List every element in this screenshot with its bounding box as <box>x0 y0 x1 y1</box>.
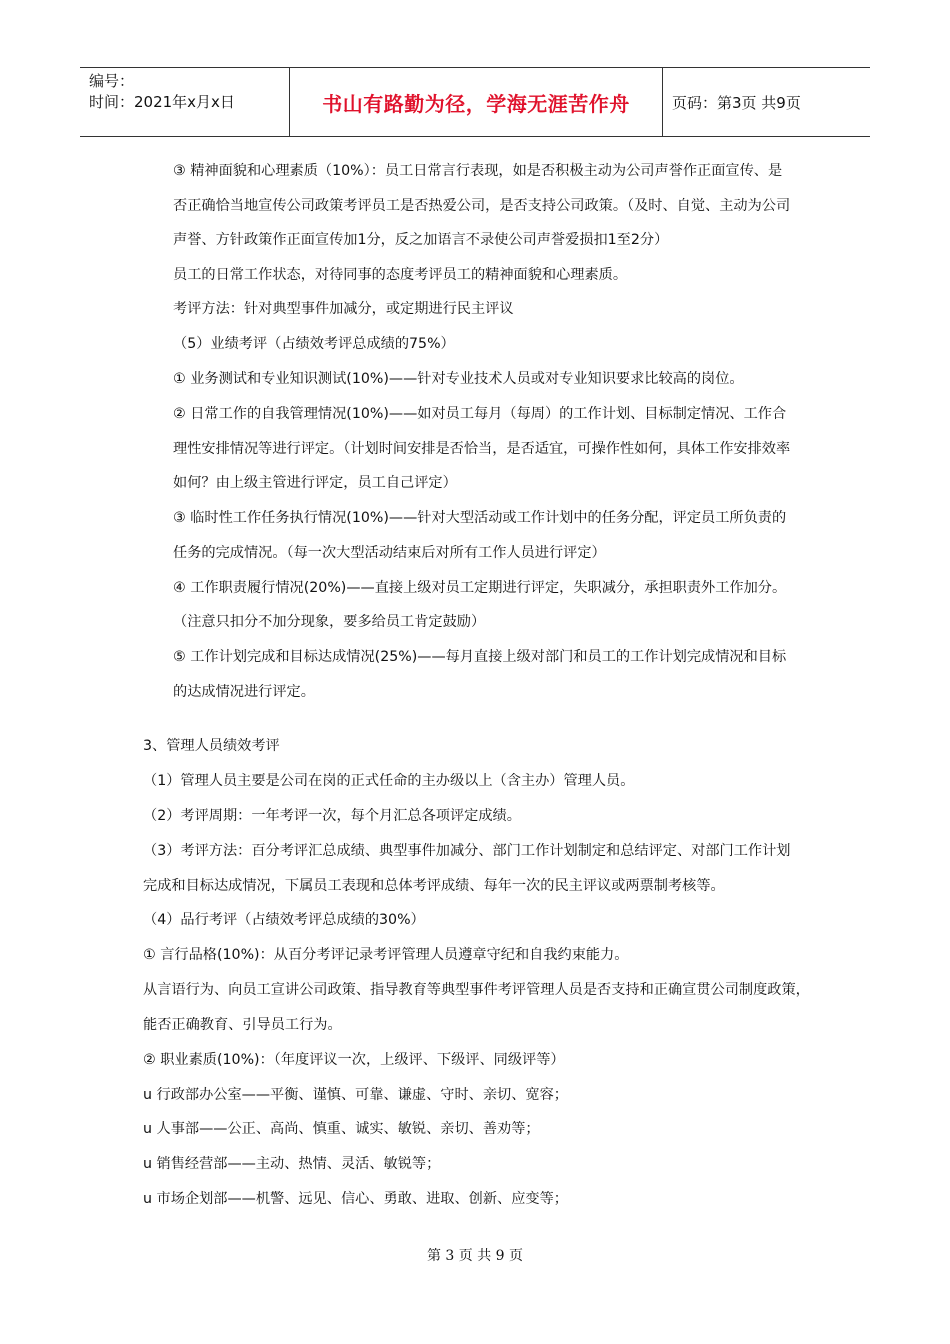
body-line: 如何？由上级主管进行评定，员工自己评定） <box>173 475 457 491</box>
header-meta <box>80 68 289 136</box>
document-number: 编号： <box>89 72 135 90</box>
body-line: ④ 工作职责履行情况(20%)——直接上级对员工定期进行评定，失职减分，承担职责外工作加分。 <box>173 580 787 596</box>
body-line: （2）考评周期：一年考评一次，每个月汇总各项评定成绩。 <box>143 808 521 824</box>
header-page-number: 页码：第3页 共9页 <box>672 93 801 112</box>
body-line: 能否正确教育、引导员工行为。 <box>143 1017 342 1033</box>
body-line: （1）管理人员主要是公司在岗的正式任命的主办级以上（含主办）管理人员。 <box>143 773 635 789</box>
body-line: ③ 精神面貌和心理素质（10%）：员工日常言行表现，如是否积极主动为公司声誉作正面宣传、是 <box>173 163 783 179</box>
section-heading: 3、管理人员绩效考评 <box>143 738 280 754</box>
body-line: 完成和目标达成情况，下属员工表现和总体考评成绩、每年一次的民主评议或两票制考核等。 <box>143 878 725 894</box>
body-line: 的达成情况进行评定。 <box>173 684 315 700</box>
body-line: ② 职业素质(10%)：（年度评议一次，上级评、下级评、同级评等） <box>143 1052 565 1068</box>
list-item: u 市场企划部——机警、远见、信心、勇敢、进取、创新、应变等； <box>143 1191 568 1207</box>
body-line: 理性安排情况等进行评定。（计划时间安排是否恰当，是否适宜，可操作性如何，具体工作安排效率 <box>173 441 791 457</box>
body-line: ② 日常工作的自我管理情况(10%)——如对员工每月（每周）的工作计划、目标制定情况、工作合 <box>173 406 787 422</box>
body-line: 从言语行为、向员工宣讲公司政策、指导教育等典型事件考评管理人员是否支持和正确宣贯公司制度政策， <box>143 982 810 998</box>
section-heading: （5）业绩考评（占绩效考评总成绩的75%） <box>173 336 455 352</box>
body-line: 考评方法：针对典型事件加减分，或定期进行民主评议 <box>173 301 514 317</box>
body-line: （注意只扣分不加分现象，要多给员工肯定鼓励） <box>173 614 486 630</box>
body-line: ③ 临时性工作任务执行情况(10%)——针对大型活动或工作计划中的任务分配，评定员工所负责的 <box>173 510 787 526</box>
list-item: u 销售经营部——主动、热情、灵活、敏锐等； <box>143 1156 441 1172</box>
document-date: 时间：2021年x月x日 <box>89 93 235 111</box>
body-line: 声誉、方针政策作正面宣传加1分，反之加语言不录使公司声誉爱损扣1至2分） <box>173 232 669 248</box>
body-line: 任务的完成情况。（每一次大型活动结束后对所有工作人员进行评定） <box>173 545 606 561</box>
section-heading: （4）品行考评（占绩效考评总成绩的30%） <box>143 912 425 928</box>
page-footer: 第 3 页 共 9 页 <box>426 1248 524 1264</box>
header-motto: 书山有路勤为径，学海无涯苦作舟 <box>289 68 663 136</box>
body-line: （3）考评方法：百分考评汇总成绩、典型事件加减分、部门工作计划制定和总结评定、对部门工作计划 <box>143 843 791 859</box>
body-line: 员工的日常工作状态，对待同事的态度考评员工的精神面貌和心理素质。 <box>173 267 628 283</box>
list-item: u 行政部办公室——平衡、谨慎、可靠、谦虚、守时、亲切、宽容； <box>143 1087 568 1103</box>
body-line: ⑤ 工作计划完成和目标达成情况(25%)——每月直接上级对部门和员工的工作计划完成情况和目标 <box>173 649 787 665</box>
body-line: 否正确恰当地宣传公司政策考评员工是否热爱公司，是否支持公司政策。（及时、自觉、主动为公司 <box>173 198 791 214</box>
body-line: ① 言行品格(10%)：从百分考评记录考评管理人员遵章守纪和自我约束能力。 <box>143 947 629 963</box>
list-item: u 人事部——公正、高尚、慎重、诚实、敏锐、亲切、善劝等； <box>143 1121 540 1137</box>
page-header <box>80 67 870 137</box>
body-line: ① 业务测试和专业知识测试(10%)——针对专业技术人员或对专业知识要求比较高的岗位。 <box>173 371 744 387</box>
